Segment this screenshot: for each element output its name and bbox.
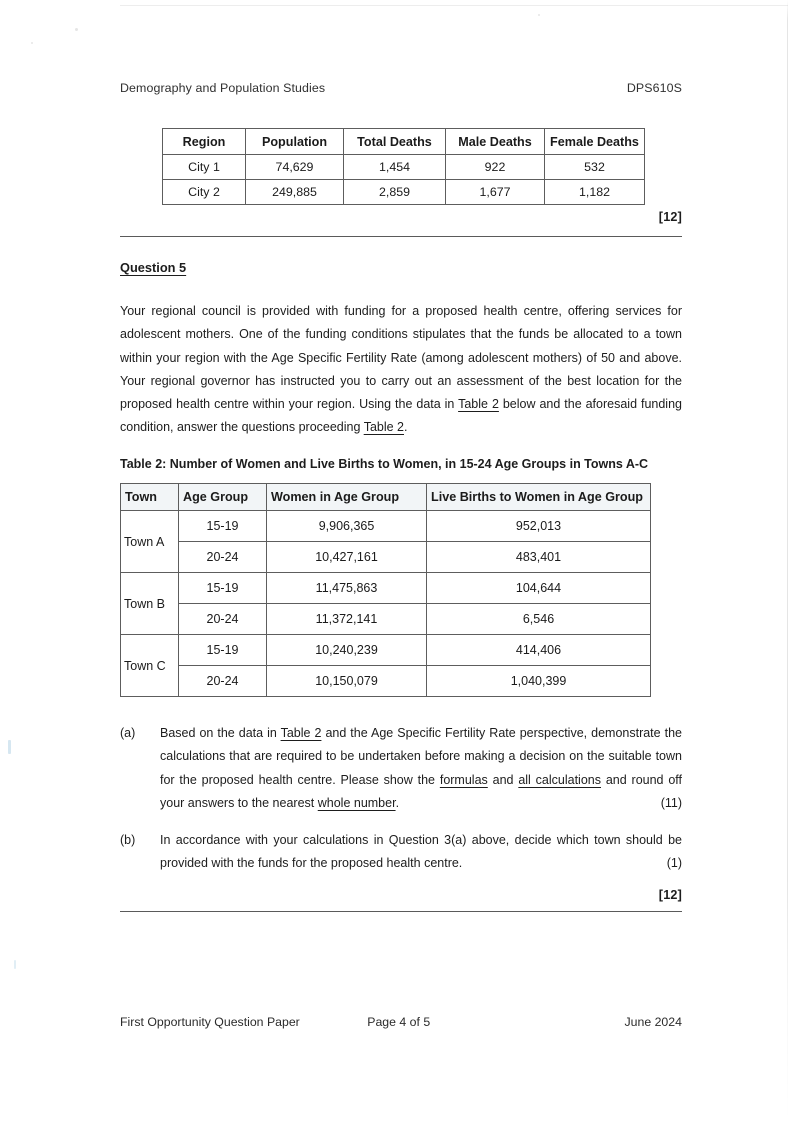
sub-question-a (120, 722, 682, 815)
sub-a-text-2: and the Age Specific Fertility Rate perspective, demonstrate the calculations that are required to be undertaken before making a decision on the suitable town for the proposed health centre. Please show the (160, 726, 682, 787)
scan-speck (538, 14, 540, 16)
marks-total-container (120, 888, 682, 902)
table2-cell-women: 10,150,079 (267, 666, 427, 697)
sub-question-b (120, 829, 682, 876)
table1-cell: City 1 (163, 155, 246, 180)
table1-cell: City 2 (163, 180, 246, 205)
table-row (121, 666, 651, 697)
marks-total: [12] (658, 888, 682, 902)
table2-town-cell: Town A (121, 511, 179, 573)
marks-after-table1-container (120, 210, 682, 224)
scan-speck (14, 960, 16, 969)
section-divider-top (120, 236, 682, 237)
question-heading: Question 5 (120, 260, 187, 275)
table2-cell-age: 15-19 (179, 511, 267, 542)
table2-cell-births: 6,546 (427, 604, 651, 635)
footer-date: June 2024 (624, 1015, 682, 1029)
table2-cell-women: 10,427,161 (267, 542, 427, 573)
table2-cell-births: 414,406 (427, 635, 651, 666)
marks-after-table1: [12] (658, 210, 682, 224)
table2-col-town: Town (121, 484, 179, 511)
table2-reference-link[interactable]: Table 2 (363, 420, 404, 435)
table1-cell: 2,859 (344, 180, 446, 205)
table-row (121, 511, 651, 542)
sub-question-a-label: (a) (120, 726, 136, 740)
table1-col-male-deaths: Male Deaths (446, 129, 545, 155)
table-header-row (163, 129, 645, 155)
page-footer (120, 1015, 682, 1029)
footer-page-number: Page 4 of 5 (367, 1015, 431, 1029)
table2-town-cell: Town B (121, 573, 179, 635)
page-edge-top (120, 5, 788, 6)
table1-container (162, 128, 645, 205)
all-calculations-emphasis: all calculations (518, 772, 601, 787)
table2-reference-link[interactable]: Table 2 (280, 726, 322, 740)
table1-col-region: Region (163, 129, 246, 155)
table1-col-female-deaths: Female Deaths (545, 129, 645, 155)
table2-cell-women: 11,372,141 (267, 604, 427, 635)
table1-cell: 532 (545, 155, 645, 180)
sub-a-text-3: and (487, 772, 519, 787)
table1-cell: 1,454 (344, 155, 446, 180)
course-title: Demography and Population Studies (120, 81, 326, 95)
table1-col-total-deaths: Total Deaths (344, 129, 446, 155)
table2-cell-women: 10,240,239 (267, 635, 427, 666)
table2-cell-women: 9,906,365 (267, 511, 427, 542)
table2-cell-births: 1,040,399 (427, 666, 651, 697)
table1-cell: 1,677 (446, 180, 545, 205)
deaths-by-region-table (162, 128, 645, 205)
table-row (121, 604, 651, 635)
women-live-births-table (120, 483, 651, 697)
sub-question-a-marks: (11) (660, 795, 682, 810)
table-header-row (121, 484, 651, 511)
table2-cell-age: 15-19 (179, 573, 267, 604)
running-header (120, 81, 682, 95)
table1-cell: 74,629 (246, 155, 344, 180)
sub-question-a-body (160, 722, 682, 815)
sub-a-text-1: Based on the data in (160, 726, 281, 740)
table2-town-cell: Town C (121, 635, 179, 697)
sub-a-text-5: . (395, 795, 400, 810)
table2-cell-births: 483,401 (427, 542, 651, 573)
table2-container (120, 483, 651, 697)
scan-speck (75, 28, 78, 31)
question-paragraph-text: Your regional council is provided with funding for a proposed health centre, offering services for adolescent mothers. One of the funding conditions stipulates that the funds be allocated to a town within your region with the Age Specific Fertility Rate (among adolescent mothers) of 50 and above. Your regional governor has instructed you to carry out an assessment of the best location for the proposed health centre within your region. Using the data in (120, 304, 682, 412)
table2-col-women: Women in Age Group (267, 484, 427, 511)
scan-speck (8, 740, 11, 754)
table2-col-age-group: Age Group (179, 484, 267, 511)
table2-cell-births: 952,013 (427, 511, 651, 542)
table1-col-population: Population (246, 129, 344, 155)
table2-cell-age: 20-24 (179, 604, 267, 635)
sub-a-text-4: and round off your answers to the nearest (160, 772, 683, 810)
sub-question-b-body (160, 829, 682, 876)
scan-speck (31, 42, 33, 44)
table2-cell-age: 15-19 (179, 635, 267, 666)
table-row (163, 155, 645, 180)
table2-reference-link[interactable]: Table 2 (458, 397, 499, 412)
section-divider-bottom (120, 911, 682, 912)
table2-cell-age: 20-24 (179, 666, 267, 697)
table-row (121, 635, 651, 666)
question-paragraph-mid: below and the aforesaid funding condition, answer the questions proceeding (120, 397, 682, 435)
table1-cell: 1,182 (545, 180, 645, 205)
sub-question-b-label: (b) (120, 833, 136, 847)
page-edge-shadow (787, 0, 788, 1123)
table1-cell: 922 (446, 155, 545, 180)
table1-cell: 249,885 (246, 180, 344, 205)
table-row (121, 573, 651, 604)
whole-number-emphasis: whole number (317, 795, 396, 810)
footer-paper-type: First Opportunity Question Paper (120, 1015, 300, 1029)
question-paragraph (120, 300, 682, 440)
sub-question-b-marks: (1) (666, 856, 682, 871)
course-code: DPS610S (626, 81, 682, 95)
table2-caption: Table 2: Number of Women and Live Births to Women, in 15-24 Age Groups in Towns A-C (120, 457, 649, 471)
table-row (121, 542, 651, 573)
table2-col-live-births: Live Births to Women in Age Group (427, 484, 651, 511)
question-paragraph-end: . (404, 420, 408, 435)
table2-cell-women: 11,475,863 (267, 573, 427, 604)
sub-b-text: In accordance with your calculations in Question 3(a) above, decide which town should be provided with the funds for the proposed health centre. (160, 833, 682, 871)
table-row (163, 180, 645, 205)
table2-cell-births: 104,644 (427, 573, 651, 604)
table2-cell-age: 20-24 (179, 542, 267, 573)
formulas-emphasis: formulas (439, 772, 488, 787)
